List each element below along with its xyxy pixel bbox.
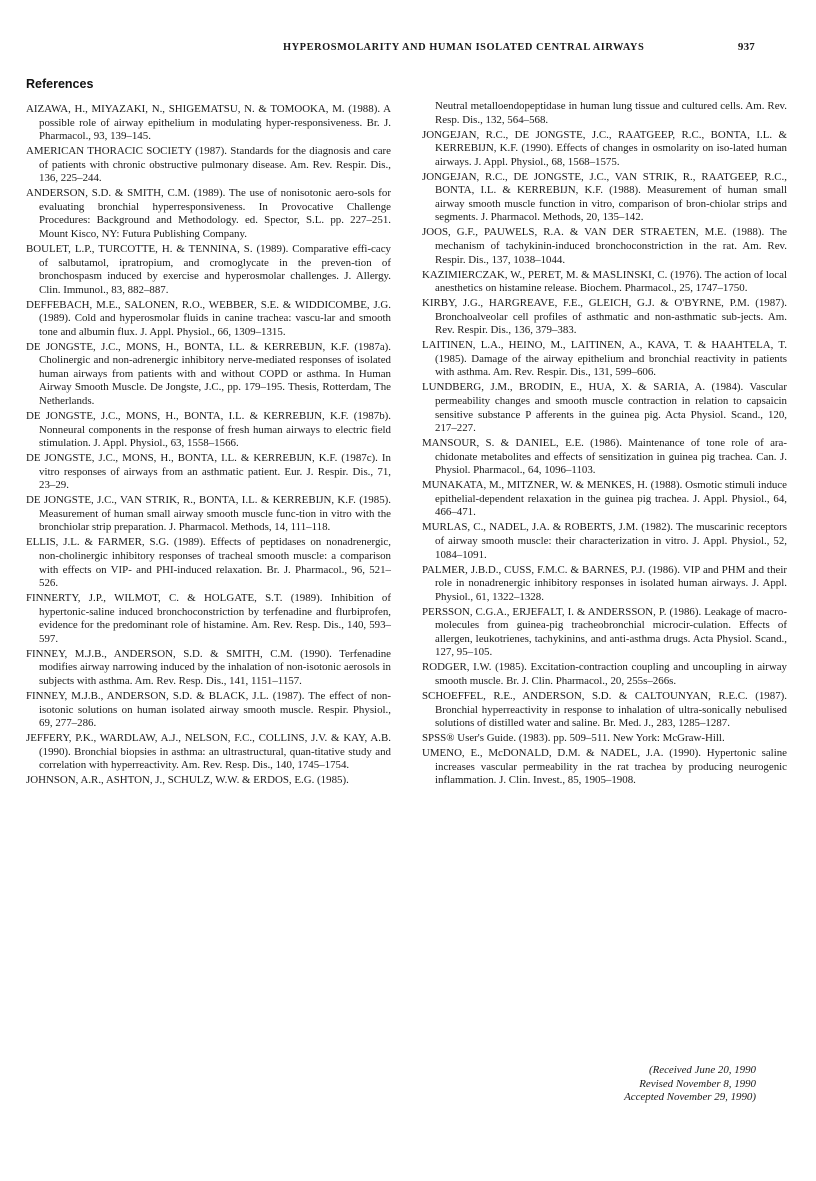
reference-item: KIRBY, J.G., HARGREAVE, F.E., GLEICH, G.J. & O'BYRNE, P.M. (1987). Bronchoalveolar cell profiles of asthmatic and non-asthmatic sub-jects. Am. Rev. Respir. Dis., 136, 379–383. [422, 297, 787, 337]
reference-item: JONGEJAN, R.C., DE JONGSTE, J.C., VAN STRIK, R., RAATGEEP, R.C., BONTA, I.L. & KERREBIJN, K.F. (1988). Measurement of human small airway smooth muscle function in vitro, comparison of bron-chiolar strips and segments. J. Pharmacol. Methods, 20, 135–142. [422, 170, 787, 224]
reference-item: FINNERTY, J.P., WILMOT, C. & HOLGATE, S.T. (1989). Inhibition of hypertonic-saline induced bronchoconstriction by terfenadine and flurbiprofen, evidence for the predominant role of histamine. Am. Rev. Resp. Dis., 140, 593–597. [26, 592, 391, 645]
reference-item: MURLAS, C., NADEL, J.A. & ROBERTS, J.M. (1982). The muscarinic receptors of airway smooth muscle: their characterization in vitro. J. Appl. Physiol., 52, 1084–1091. [422, 521, 787, 561]
reference-item: DE JONGSTE, J.C., MONS, H., BONTA, I.L. & KERREBIJN, K.F. (1987c). In vitro responses of airways from an asthmatic patient. Eur. J. Respir. Dis., 71, 23–29. [26, 452, 391, 492]
reference-item: AMERICAN THORACIC SOCIETY (1987). Standards for the diagnosis and care of patients with chronic obstructive pulmonary disease. Am. Rev. Respir. Dis., 136, 225–244. [26, 145, 391, 185]
reference-item: DE JONGSTE, J.C., MONS, H., BONTA, I.L. & KERREBIJN, K.F. (1987a). Cholinergic and non-adrenergic inhibitory nerve-mediated responses of isolated human airways from patients with and without COPD or asthma. In Human Airway Smooth Muscle. De Jongste, J.C., pp. 179–195. Thesis, Rotterdam, The Netherlands. [26, 340, 391, 407]
page-number: 937 [737, 41, 755, 53]
reference-item: SPSS® User's Guide. (1983). pp. 509–511. New York: McGraw-Hill. [422, 732, 725, 745]
references-left-column [26, 103, 391, 789]
reference-item: PALMER, J.B.D., CUSS, F.M.C. & BARNES, P.J. (1986). VIP and PHM and their role in nonadrenergic inhibitory responses in isolated human airways. J. Appl. Physiol., 61, 1322–1328. [422, 563, 787, 603]
reference-continuation: Neutral metalloendopeptidase in human lung tissue and cultured cells. Am. Rev. Resp. Dis., 132, 564–568. [435, 100, 787, 126]
reference-item: FINNEY, M.J.B., ANDERSON, S.D. & SMITH, C.M. (1990). Terfenadine modifies airway narrowing induced by the inhalation of non-isotonic aerosols in subjects with asthma. Am. Rev. Resp. Dis., 141, 1151–1157. [26, 647, 391, 687]
reference-item: ANDERSON, S.D. & SMITH, C.M. (1989). The use of nonisotonic aero-sols for evaluating bronchial hyperresponsiveness. In Provocative Challenge Procedures: Background and Methodology. ed. Spector, S.L. pp. 227–251. Mount Kisco, NY: Futura Publishing Company. [26, 187, 391, 240]
accepted-date: Accepted November 29, 1990) [624, 1091, 756, 1103]
reference-item: JEFFERY, P.K., WARDLAW, A.J., NELSON, F.C., COLLINS, J.V. & KAY, A.B. (1990). Bronchial biopsies in asthma: an ultrastructural, quan-titative study and correlation with hyperreactivity. Am. Rev. Resp. Dis., 140, 1745–1754. [26, 732, 391, 772]
reference-item: RODGER, I.W. (1985). Excitation-contraction coupling and uncoupling in airway smooth muscle. Br. J. Clin. Pharmacol., 20, 255s–266s. [422, 661, 787, 687]
reference-item: FINNEY, M.J.B., ANDERSON, S.D. & BLACK, J.L. (1987). The effect of non-isotonic solutions on human isolated airway smooth muscle. Respir. Physiol., 69, 277–286. [26, 689, 391, 730]
reference-item: LUNDBERG, J.M., BRODIN, E., HUA, X. & SARIA, A. (1984). Vascular permeability changes and smooth muscle contraction in relation to capsaicin sensitive substance P afferents in the guinea pig. Acta Physiol. Scand., 120, 217–227. [422, 381, 787, 435]
received-date: (Received June 20, 1990 [648, 1064, 756, 1076]
revised-date: Revised November 8, 1990 [639, 1077, 756, 1090]
reference-item: SCHOEFFEL, R.E., ANDERSON, S.D. & CALTOUNYAN, R.E.C. (1987). Bronchial hyperreactivity in response to inhalation of ultra-sonically nebulised solutions of distilled water and saline. Br. Med. J., 283, 1285–1287. [422, 689, 787, 730]
reference-item: UMENO, E., McDONALD, D.M. & NADEL, J.A. (1990). Hypertonic saline increases vascular permeability in the rat trachea by producing neurogenic inflammation. J. Clin. Invest., 85, 1905–1908. [422, 747, 787, 787]
reference-item: ELLIS, J.L. & FARMER, S.G. (1989). Effects of peptidases on nonadrenergic, non-cholinergic inhibitory responses of tracheal smooth muscle: a comparison with effects on VIP- and PHI-induced relaxation. Br. J. Pharmacol., 96, 521–526. [26, 536, 391, 590]
reference-item: DEFFEBACH, M.E., SALONEN, R.O., WEBBER, S.E. & WIDDICOMBE, J.G. (1989). Cold and hyperosmolar fluids in canine trachea: vascu-lar and smooth tone and albumin flux. J. Appl. Physiol., 66, 1309–1315. [26, 298, 391, 338]
references-right-column [422, 100, 787, 789]
reference-item: BOULET, L.P., TURCOTTE, H. & TENNINA, S. (1989). Comparative effi-cacy of salbutamol, ipratropium, and cromoglycate in the preven-tion of bronchospasm induced by exercise and hyperosmolar challenges. J. Allergy. Clin. Immunol., 83, 882–887. [26, 242, 391, 296]
reference-item: MUNAKATA, M., MITZNER, W. & MENKES, H. (1988). Osmotic stimuli induce epithelial-dependent relaxation in the guinea pig trachea. J. Appl. Physiol., 64, 466–471. [422, 479, 787, 519]
running-header [283, 41, 755, 53]
reference-item: JONGEJAN, R.C., DE JONGSTE, J.C., RAATGEEP, R.C., BONTA, I.L. & KERREBIJN, K.F. (1990). Effects of changes in osmolarity on iso-lated human airways. J. Appl. Physiol., 68, 1568–1575. [422, 128, 787, 168]
reference-item: DE JONGSTE, J.C., MONS, H., BONTA, I.L. & KERREBIJN, K.F. (1987b). Nonneural components in the response of fresh human airways to electric field stimulation. J. Appl. Physiol., 63, 1558–1566. [26, 410, 391, 450]
received-dates [556, 1064, 756, 1105]
reference-item: AIZAWA, H., MIYAZAKI, N., SHIGEMATSU, N. & TOMOOKA, M. (1988). A possible role of airway epithelium in modulating hyper-responsiveness. Br. J. Pharmacol., 93, 139–145. [26, 103, 391, 143]
running-title: HYPEROSMOLARITY AND HUMAN ISOLATED CENTRAL AIRWAYS [283, 42, 645, 53]
reference-item: JOOS, G.F., PAUWELS, R.A. & VAN DER STRAETEN, M.E. (1988). The mechanism of tachykinin-induced bronchoconstriction in the rat. Am. Rev. Respir. Dis., 137, 1038–1044. [422, 226, 787, 266]
reference-item: DE JONGSTE, J.C., VAN STRIK, R., BONTA, I.L. & KERREBIJN, K.F. (1985). Measurement of human small airway smooth muscle func-tion in vitro with the bronchiolar strip preparation. J. Pharmacol. Methods, 14, 111–118. [26, 494, 391, 534]
reference-item: LAITINEN, L.A., HEINO, M., LAITINEN, A., KAVA, T. & HAAHTELA, T. (1985). Damage of the airway epithelium and bronchial reactivity in patients with asthma. Am. Rev. Respir. Dis., 131, 599–606. [422, 339, 787, 379]
reference-item: MANSOUR, S. & DANIEL, E.E. (1986). Maintenance of tone role of ara-chidonate metabolites and effects of sensitization in guinea pig trachea. Can. J. Physiol. Pharmacol., 64, 1096–1103. [422, 437, 787, 477]
references-heading: References [26, 77, 94, 91]
reference-item: JOHNSON, A.R., ASHTON, J., SCHULZ, W.W. & ERDOS, E.G. (1985). [26, 774, 349, 787]
reference-item: PERSSON, C.G.A., ERJEFALT, I. & ANDERSSON, P. (1986). Leakage of macro-molecules from guinea-pig tracheobronchial microcir-culation. Effects of allergen, leukotrienes, tachykinins, and anti-asthma drugs. Acta Physiol. Scand., 127, 95–105. [422, 605, 787, 659]
reference-item: KAZIMIERCZAK, W., PERET, M. & MASLINSKI, C. (1976). The action of local anesthetics on histamine release. Biochem. Pharmacol., 25, 1747–1750. [422, 268, 787, 295]
